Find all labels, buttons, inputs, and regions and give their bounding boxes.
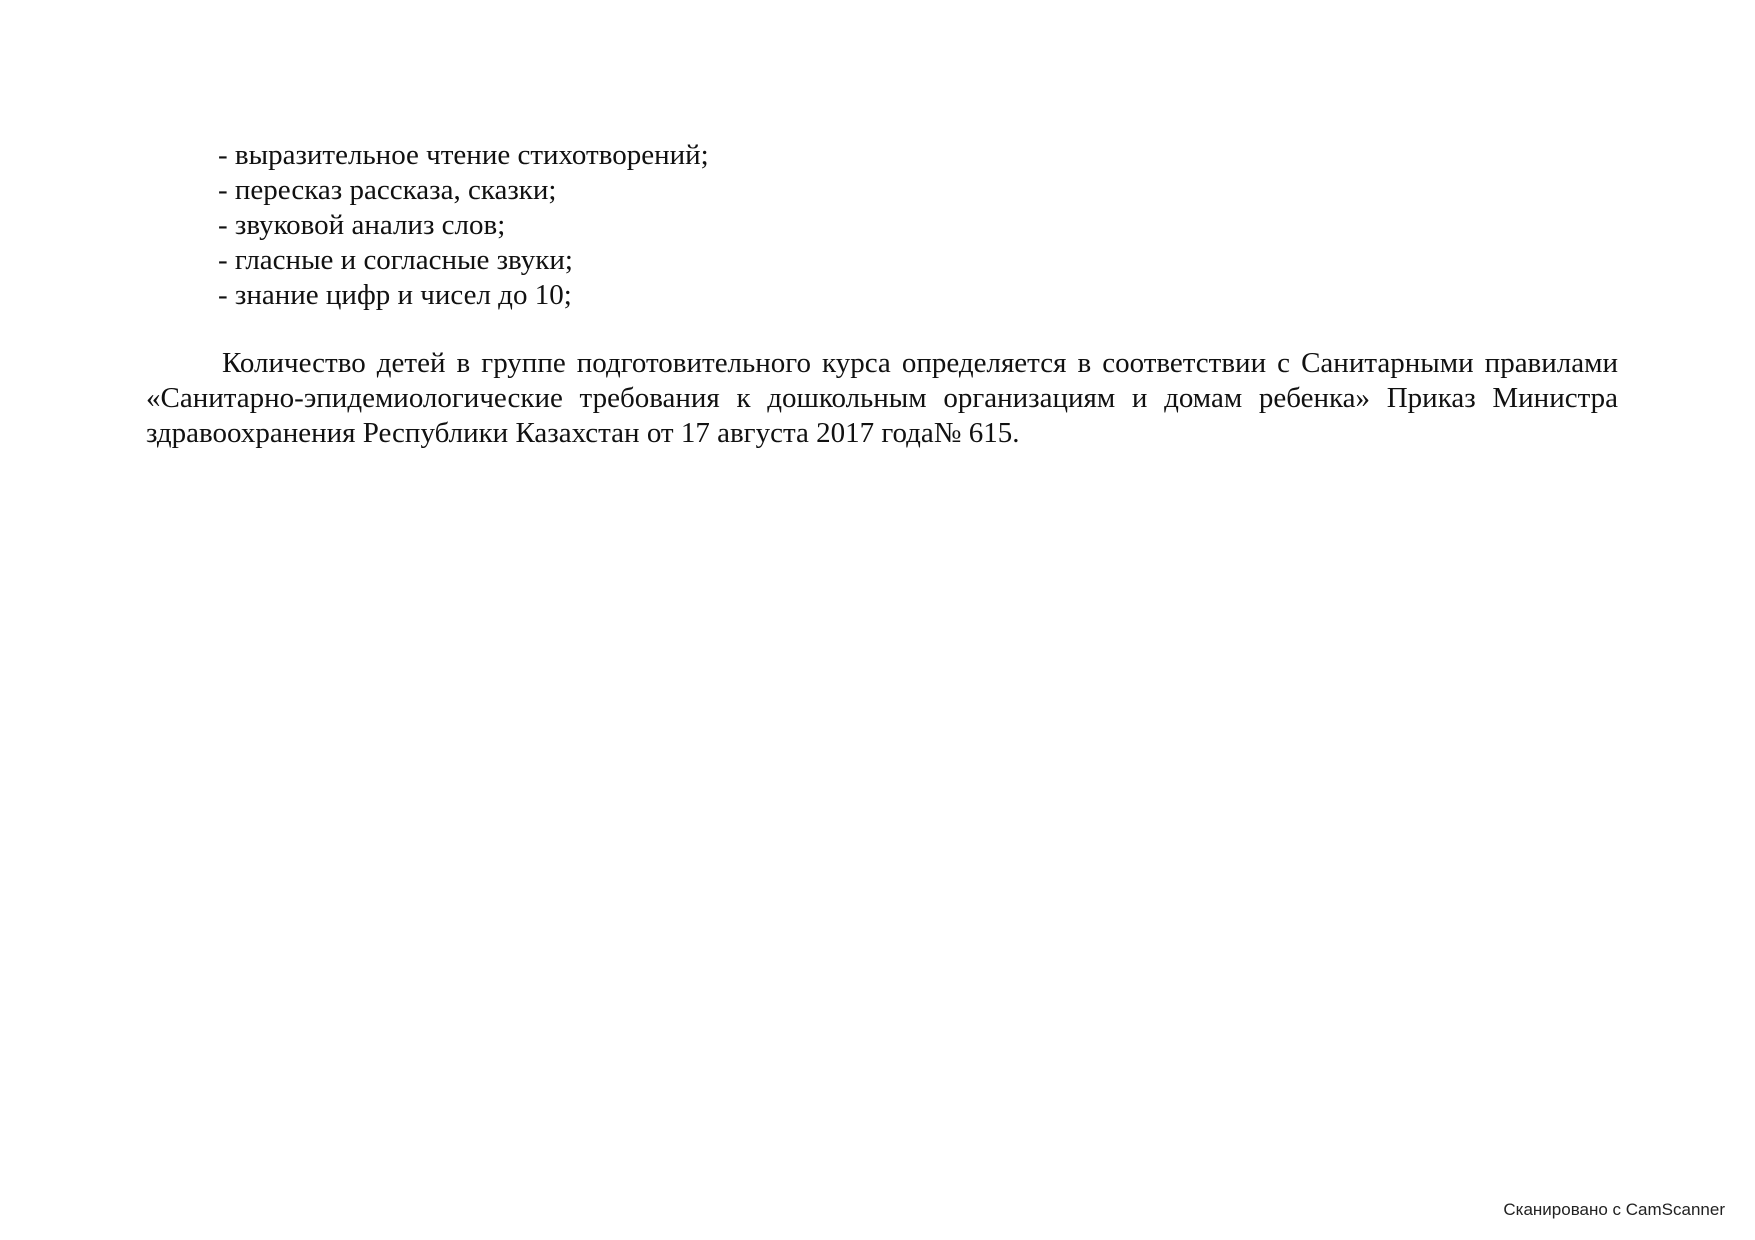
list-item: - выразительное чтение стихотворений; — [218, 139, 709, 171]
list-item: - знание цифр и чисел до 10; — [218, 279, 572, 311]
list-item: - гласные и согласные звуки; — [218, 244, 573, 276]
body-paragraph: Количество детей в группе подготовительного курса определяется в соответствии с Санитарными правилами «Санитарно-эпидемиологические требования к дошкольным организациям и домам ребенка» Приказ Министра здравоохранения Республики Казахстан от 17 августа 2017 года№ 615. — [146, 347, 1618, 449]
scanner-watermark: Сканировано с CamScanner — [1503, 1200, 1725, 1219]
list-item: - звуковой анализ слов; — [218, 209, 506, 241]
requirements-list — [218, 138, 709, 313]
list-item: - пересказ рассказа, сказки; — [218, 174, 557, 206]
